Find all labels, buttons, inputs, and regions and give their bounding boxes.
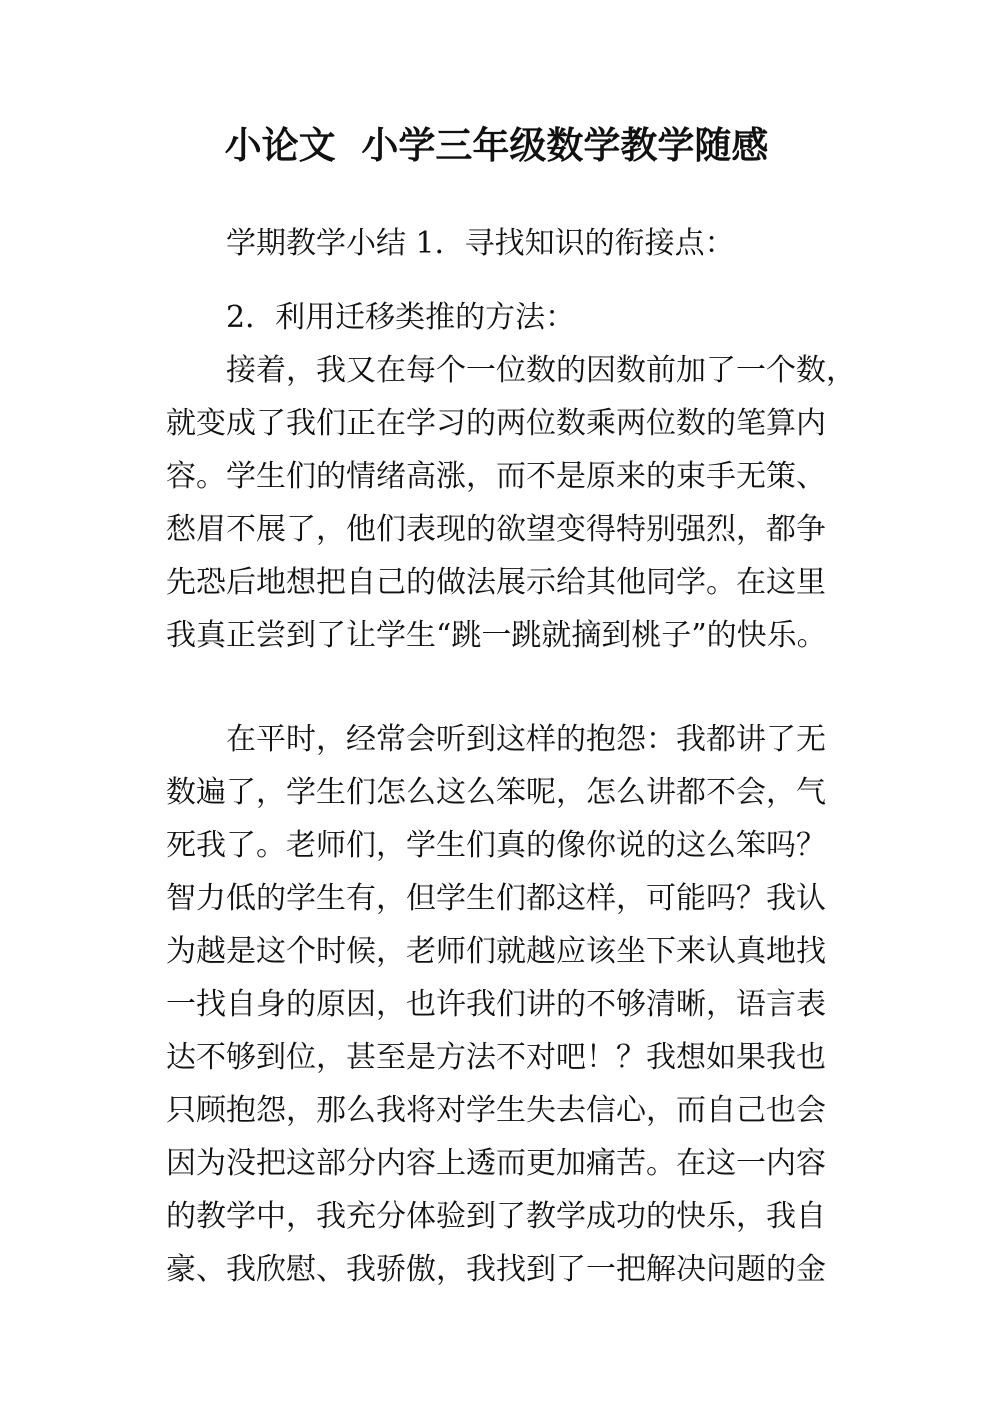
text-line: 豪、我欣慰、我骄傲，我找到了一把解决问题的金	[166, 1252, 826, 1287]
text-line: 学期教学小结 1．寻找知识的衔接点：	[226, 226, 735, 261]
text-line: 死我了。老师们，学生们真的像你说的这么笨吗？	[166, 828, 826, 863]
text-line: 接着，我又在每个一位数的因数前加了一个数，	[226, 353, 856, 388]
text-line: 只顾抱怨，那么我将对学生失去信心，而自己也会	[166, 1093, 826, 1128]
text-line: 达不够到位，甚至是方法不对吧！？我想如果我也	[166, 1040, 826, 1075]
text-line: 2．利用迁移类推的方法：	[226, 300, 576, 335]
text-line: 为越是这个时候，老师们就越应该坐下来认真地找	[166, 934, 826, 969]
text-line: 我真正尝到了让学生“跳一跳就摘到桃子”的快乐。	[166, 618, 827, 653]
text-line: 就变成了我们正在学习的两位数乘两位数的笔算内	[166, 406, 826, 441]
text-line: 因为没把这部分内容上透而更加痛苦。在这一内容	[166, 1146, 826, 1181]
text-line: 的教学中，我充分体验到了教学成功的快乐，我自	[166, 1199, 826, 1234]
text-line: 一找自身的原因，也许我们讲的不够清晰，语言表	[166, 987, 826, 1022]
text-line: 智力低的学生有，但学生们都这样，可能吗？我认	[166, 881, 826, 916]
text-line: 先恐后地想把自己的做法展示给其他同学。在这里	[166, 565, 826, 600]
document-title: 小论文 小学三年级数学教学随感	[224, 124, 769, 167]
text-line: 愁眉不展了，他们表现的欲望变得特别强烈，都争	[166, 512, 826, 547]
text-line: 数遍了，学生们怎么这么笨呢，怎么讲都不会，气	[166, 775, 826, 810]
text-line: 在平时，经常会听到这样的抱怨：我都讲了无	[226, 722, 826, 757]
text-line: 容。学生们的情绪高涨，而不是原来的束手无策、	[166, 459, 826, 494]
